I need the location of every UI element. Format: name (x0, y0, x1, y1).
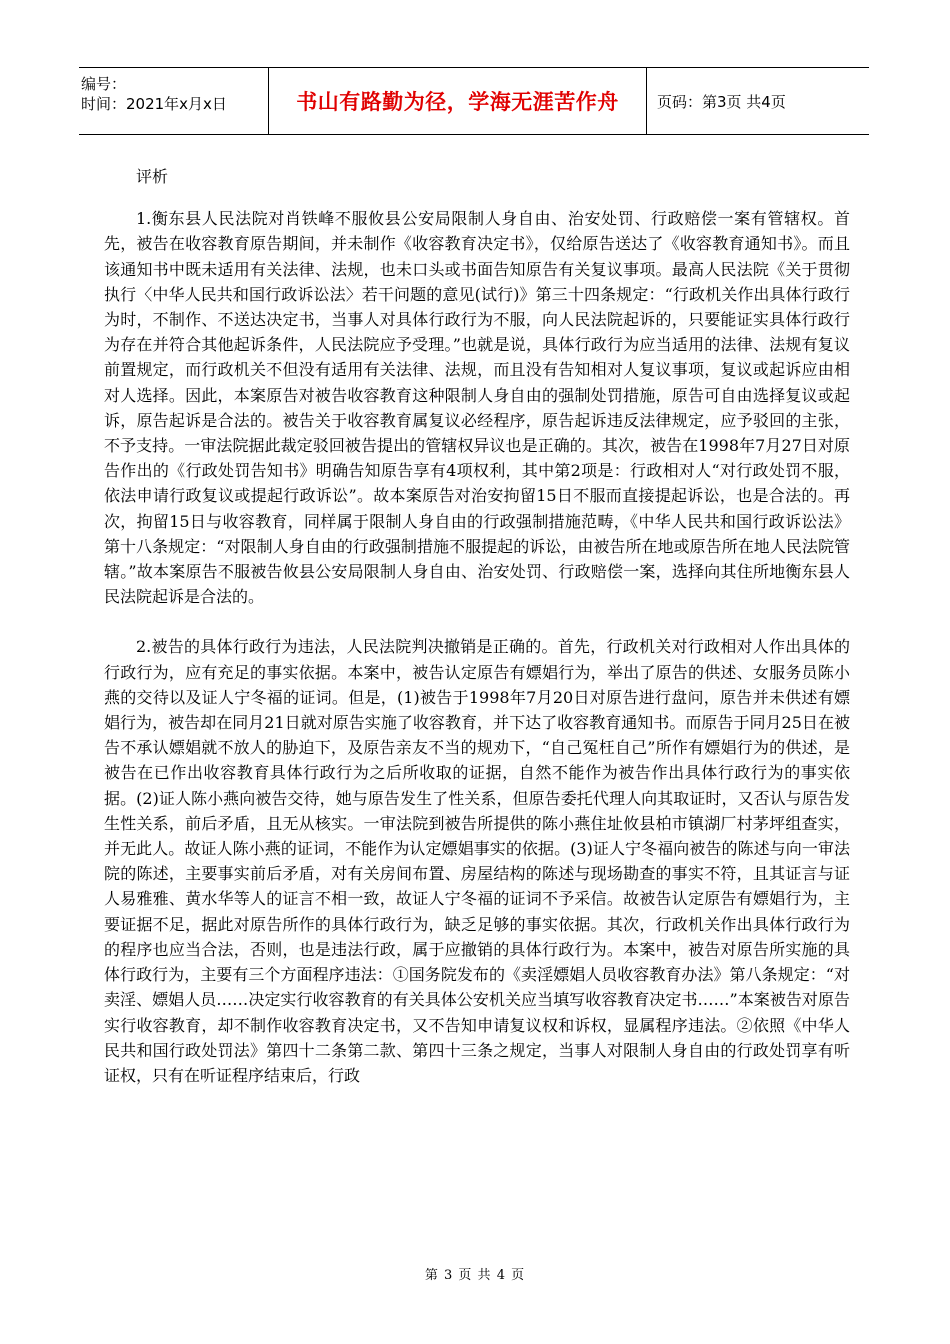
body-paragraph: 1.衡东县人民法院对肖铁峰不服攸县公安局限制人身自由、治安处罚、行政赔偿一案有管辖权。首先，被告在收容教育原告期间，并未制作《收容教育决定书》，仅给原告送达了《收容教育通知书》。而且该通知书中既未适用有关法律、法规，也未口头或书面告知原告有关复议事项。最高人民法院《关于贯彻执行〈中华人民共和国行政诉讼法〉若干问题的意见(试行)》第三十四条规定：“行政机关作出具体行政行为时，不制作、不送达决定书，当事人对具体行政行为不服，向人民法院起诉的，只要能证实具体行政行为存在并符合其他起诉条件，人民法院应予受理。”也就是说，具体行政行为应当适用的法律、法规有复议前置规定，而行政机关不但没有适用有关法律、法规，而且没有告知相对人复议事项，复议或起诉应由相对人选择。因此，本案原告对被告收容教育这种限制人身自由的强制处罚措施，原告可自由选择复议或起诉，原告起诉是合法的。被告关于收容教育属复议必经程序，原告起诉违反法律规定，应予驳回的主张，不予支持。一审法院据此裁定驳回被告提出的管辖权异议也是正确的。其次，被告在1998年7月27日对原告作出的《行政处罚告知书》明确告知原告享有4项权利，其中第2项是：行政相对人“对行政处罚不服，依法申请行政复议或提起行政诉讼”。故本案原告对治安拘留15日不服而直接提起诉讼，也是合法的。再次，拘留15日与收容教育，同样属于限制人身自由的行政强制措施范畴，《中华人民共和国行政诉讼法》第十八条规定：“对限制人身自由的行政强制措施不服提起的诉讼，由被告所在地或原告所在地人民法院管辖。”故本案原告不服被告攸县公安局限制人身自由、治安处罚、行政赔偿一案，选择向其住所地衡东县人民法院起诉是合法的。 (104, 209, 850, 607)
body-paragraph: 2.被告的具体行政行为违法，人民法院判决撤销是正确的。首先，行政机关对行政相对人作出具体的行政行为，应有充足的事实依据。本案中，被告认定原告有嫖娼行为，举出了原告的供述、女服务员陈小燕的交待以及证人宁冬福的证词。但是，(1)被告于1998年7月20日对原告进行盘问，原告并未供述有嫖娼行为，被告却在同月21日就对原告实施了收容教育，并下达了收容教育通知书。而原告于同月25日在被告不承认嫖娼就不放人的胁迫下，及原告亲友不当的规劝下，“自己冤枉自己”所作有嫖娼行为的供述，是被告在已作出收容教育具体行政行为之后所收取的证据，自然不能作为被告作出具体行政行为的事实依据。(2)证人陈小燕向被告交待，她与原告发生了性关系，但原告委托代理人向其取证时，又否认与原告发生性关系，前后矛盾，且无从核实。一审法院到被告所提供的陈小燕住址攸县柏市镇湖厂村茅坪组查实，并无此人。故证人陈小燕的证词，不能作为认定嫖娼事实的依据。(3)证人宁冬福向被告的陈述与向一审法院的陈述，主要事实前后矛盾，对有关房间布置、房屋结构的陈述与现场勘查的事实不符，且其证言与证人易雅雅、黄水华等人的证言不相一致，故证人宁冬福的证词不予采信。故被告认定原告有嫖娼行为，主要证据不足，据此对原告所作的具体行政行为，缺乏足够的事实依据。其次，行政机关作出具体行政行为的程序也应当合法，否则，也是违法行政，属于应撤销的具体行政行为。本案中，被告对原告所实施的具体行政行为，主要有三个方面程序违法：①国务院发布的《卖淫嫖娼人员收容教育办法》第八条规定：“对卖淫、嫖娼人员……决定实行收容教育的有关具体公安机关应当填写收容教育决定书……”本案被告对原告实行收容教育，却不制作收容教育决定书，又不告知申请复议权和诉权，显属程序违法。②依照《中华人民共和国行政处罚法》第四十二条第二款、第四十三条之规定，当事人对限制人身自由的行政处罚享有听证权，只有在听证程序结束后，行政 (104, 637, 850, 1085)
document-body (104, 164, 850, 1088)
page-header (79, 67, 869, 135)
document-number-label: 编号： (81, 75, 127, 93)
document-date-label: 时间：2021年x月x日 (81, 95, 227, 113)
header-page-label: 页码：第3页 共4页 (657, 92, 786, 111)
header-meta-cell (79, 68, 269, 134)
header-page-cell (647, 68, 869, 134)
header-motto: 书山有路勤为径，学海无涯苦作舟 (296, 90, 619, 114)
header-motto-cell (269, 68, 647, 134)
section-heading: 评析 (136, 167, 169, 186)
page-footer: 第 3 页 共 4 页 (424, 1268, 526, 1283)
